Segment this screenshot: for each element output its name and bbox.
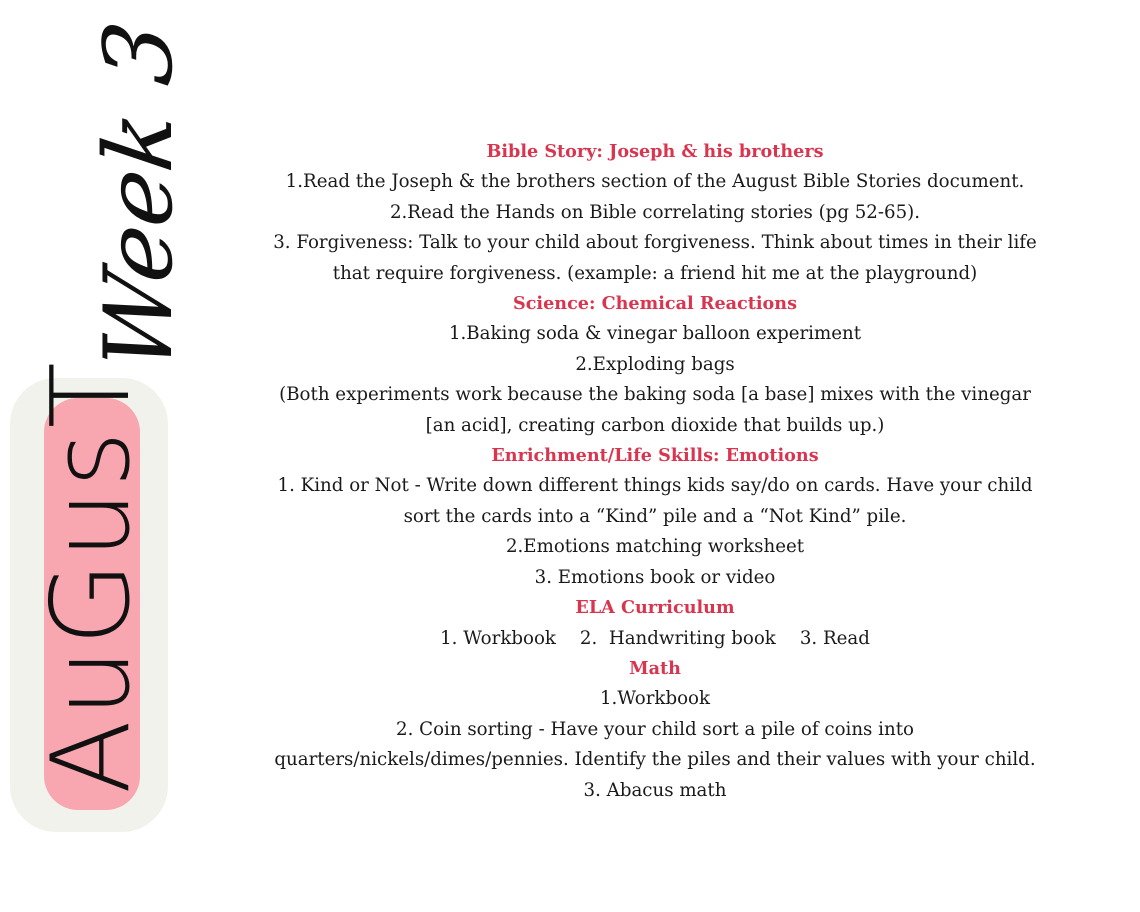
- science-section: [250, 289, 1060, 441]
- science-line-2: 2.Exploding bags: [575, 353, 735, 375]
- science-line-1: 1.Baking soda & vinegar balloon experiment: [448, 323, 862, 345]
- ela-item-3: 3. Read: [799, 627, 870, 649]
- bible-heading: Bible Story: Joseph & his brothers: [486, 141, 824, 162]
- enrichment-line-2: sort the cards into a “Kind” pile and a “Not Kind” pile.: [403, 505, 907, 527]
- science-line-3: (Both experiments work because the baking soda [a base] mixes with the vinegar: [279, 384, 1031, 406]
- ela-section: [250, 593, 1060, 654]
- math-line-2: 2. Coin sorting - Have your child sort a pile of coins into: [396, 718, 914, 740]
- bible-line-1: 1.Read the Joseph & the brothers section of the August Bible Stories document.: [285, 171, 1025, 193]
- enrichment-line-1: 1. Kind or Not - Write down different things kids say/do on cards. Have your child: [277, 475, 1033, 497]
- enrichment-section: [250, 441, 1060, 593]
- math-line-4: 3. Abacus math: [583, 779, 727, 801]
- week-title: Week 3: [85, 15, 194, 378]
- enrichment-line-4: 3. Emotions book or video: [534, 566, 776, 588]
- month-title: AuGusT: [29, 359, 154, 794]
- math-line-3: quarters/nickels/dimes/pennies. Identify the piles and their values with your child.: [274, 749, 1036, 771]
- weekly-plan: [250, 137, 1060, 806]
- science-line-4: [an acid], creating carbon dioxide that builds up.): [425, 414, 885, 436]
- bible-line-4: that require forgiveness. (example: a friend hit me at the playground): [332, 262, 978, 284]
- math-line-1: 1.Workbook: [599, 688, 711, 710]
- bible-section: [250, 137, 1060, 289]
- science-heading: Science: Chemical Reactions: [513, 293, 797, 315]
- bible-line-2: 2.Read the Hands on Bible correlating stories (pg 52-65).: [389, 201, 921, 223]
- ela-item-1: 1. Workbook: [440, 627, 556, 649]
- bible-line-3: 3. Forgiveness: Talk to your child about forgiveness. Think about times in their life: [273, 232, 1037, 254]
- math-heading: Math: [629, 657, 681, 679]
- enrichment-line-3: 2.Emotions matching worksheet: [505, 536, 805, 558]
- enrichment-heading: Enrichment/Life Skills: Emotions: [491, 445, 819, 467]
- ela-item-2: 2. Handwriting book: [579, 627, 776, 649]
- side-title-art: [0, 0, 230, 912]
- ela-heading: ELA Curriculum: [575, 597, 735, 619]
- math-section: [250, 654, 1060, 806]
- ela-items-row: [250, 624, 1060, 654]
